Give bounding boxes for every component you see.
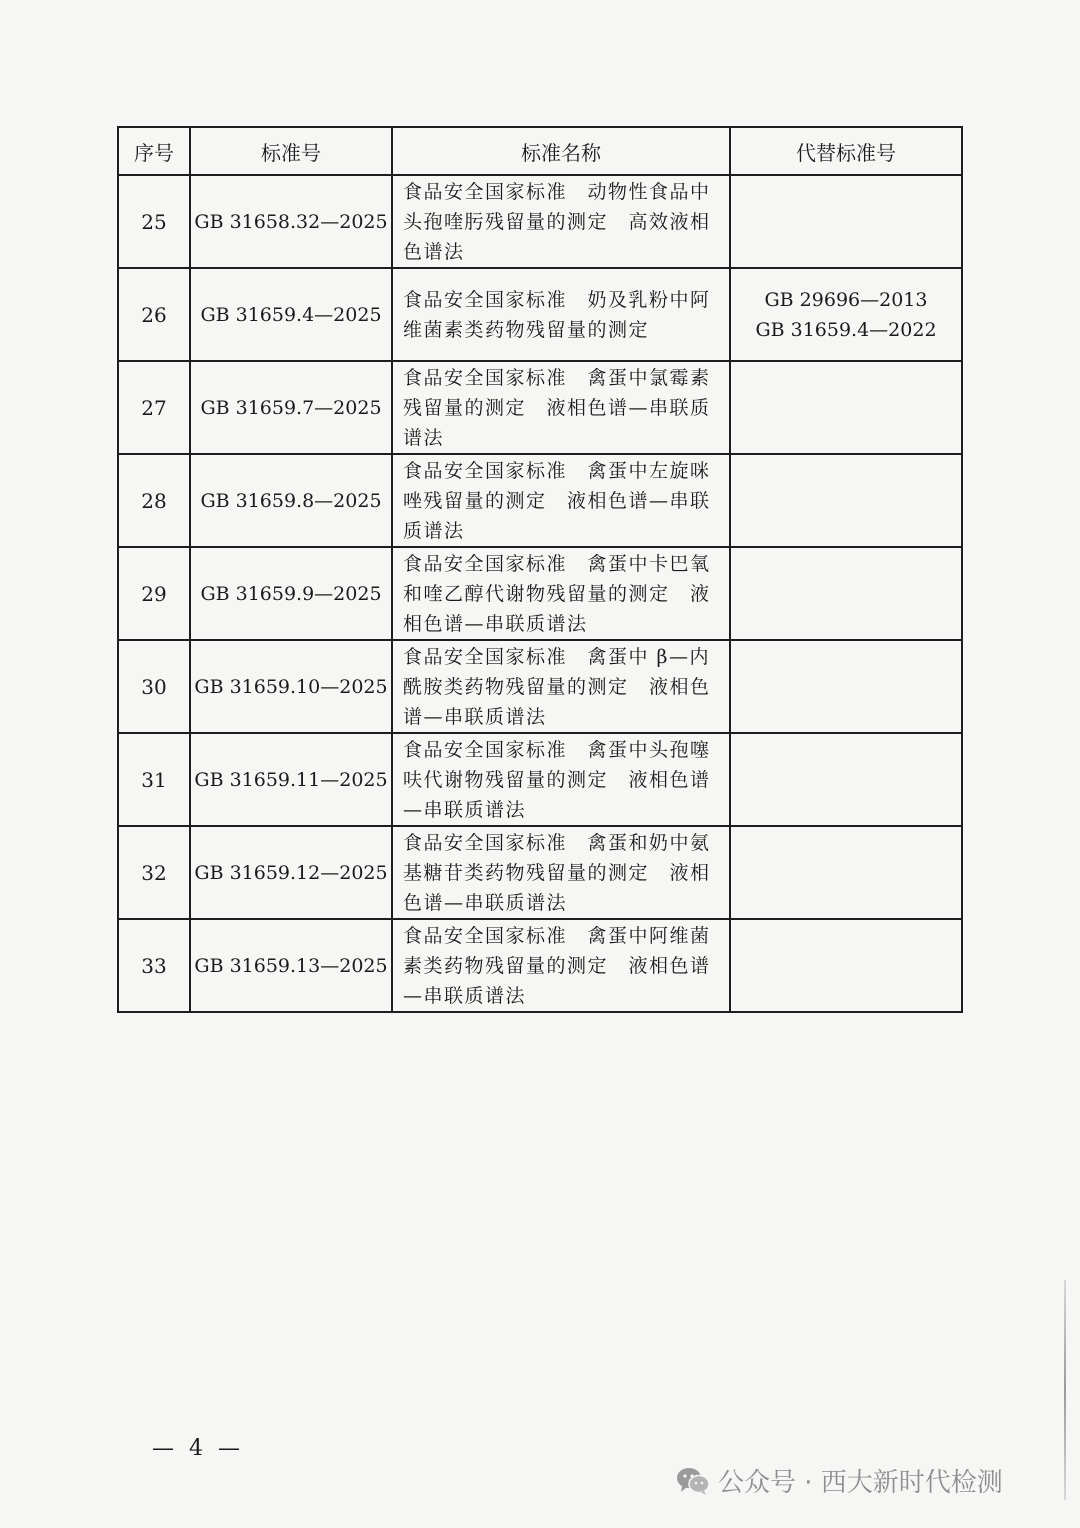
row-seq: 29 (118, 547, 190, 640)
row-replaces (730, 826, 962, 919)
watermark-text: 公众号 · 西大新时代检测 (718, 1468, 1003, 1498)
table-row (118, 547, 962, 640)
row-seq: 30 (118, 640, 190, 733)
row-replaces (730, 547, 962, 640)
header-code: 标准号 (190, 127, 392, 175)
header-replaces: 代替标准号 (730, 127, 962, 175)
table-row (118, 175, 962, 268)
replaced-standard: GB 31659.4—2022 (755, 318, 937, 341)
standards-table (117, 126, 963, 1013)
watermark (676, 1462, 1003, 1499)
row-name: 食品安全国家标准 禽蛋中阿维菌素类药物残留量的测定 液相色谱—串联质谱法 (392, 919, 730, 1012)
table-row (118, 454, 962, 547)
row-replaces (730, 733, 962, 826)
row-replaces (730, 640, 962, 733)
row-code: GB 31659.9—2025 (190, 547, 392, 640)
row-code: GB 31658.32—2025 (190, 175, 392, 268)
header-seq: 序号 (118, 127, 190, 175)
row-name: 食品安全国家标准 禽蛋中左旋咪唑残留量的测定 液相色谱—串联质谱法 (392, 454, 730, 547)
row-replaces (730, 175, 962, 268)
table-row (118, 826, 962, 919)
row-name: 食品安全国家标准 禽蛋中卡巴氧和喹乙醇代谢物残留量的测定 液相色谱—串联质谱法 (392, 547, 730, 640)
row-replaces (730, 361, 962, 454)
row-name: 食品安全国家标准 禽蛋中头孢噻呋代谢物残留量的测定 液相色谱—串联质谱法 (392, 733, 730, 826)
replaced-standard: GB 29696—2013 (764, 288, 928, 311)
row-name: 食品安全国家标准 禽蛋中 β—内酰胺类药物残留量的测定 液相色谱—串联质谱法 (392, 640, 730, 733)
row-seq: 31 (118, 733, 190, 826)
header-name: 标准名称 (392, 127, 730, 175)
row-name: 食品安全国家标准 奶及乳粉中阿维菌素类药物残留量的测定 (392, 268, 730, 361)
row-code: GB 31659.13—2025 (190, 919, 392, 1012)
row-code: GB 31659.8—2025 (190, 454, 392, 547)
row-seq: 25 (118, 175, 190, 268)
row-replaces (730, 454, 962, 547)
table-row (118, 268, 962, 361)
wechat-icon (676, 1466, 710, 1496)
row-seq: 27 (118, 361, 190, 454)
row-name: 食品安全国家标准 动物性食品中头孢喹肟残留量的测定 高效液相色谱法 (392, 175, 730, 268)
row-seq: 33 (118, 919, 190, 1012)
row-code: GB 31659.11—2025 (190, 733, 392, 826)
table-row (118, 361, 962, 454)
table-header-row (118, 127, 962, 175)
row-seq: 32 (118, 826, 190, 919)
table-body (118, 175, 962, 1012)
row-seq: 28 (118, 454, 190, 547)
row-replaces (730, 268, 962, 361)
page-edge-shadow (1064, 1280, 1066, 1500)
table-row (118, 919, 962, 1012)
row-name: 食品安全国家标准 禽蛋中氯霉素残留量的测定 液相色谱—串联质谱法 (392, 361, 730, 454)
page-number: — 4 — (152, 1436, 244, 1461)
table-row (118, 733, 962, 826)
row-code: GB 31659.10—2025 (190, 640, 392, 733)
row-code: GB 31659.7—2025 (190, 361, 392, 454)
row-name: 食品安全国家标准 禽蛋和奶中氨基糖苷类药物残留量的测定 液相色谱—串联质谱法 (392, 826, 730, 919)
table-row (118, 640, 962, 733)
row-replaces (730, 919, 962, 1012)
row-code: GB 31659.4—2025 (190, 268, 392, 361)
row-code: GB 31659.12—2025 (190, 826, 392, 919)
row-seq: 26 (118, 268, 190, 361)
